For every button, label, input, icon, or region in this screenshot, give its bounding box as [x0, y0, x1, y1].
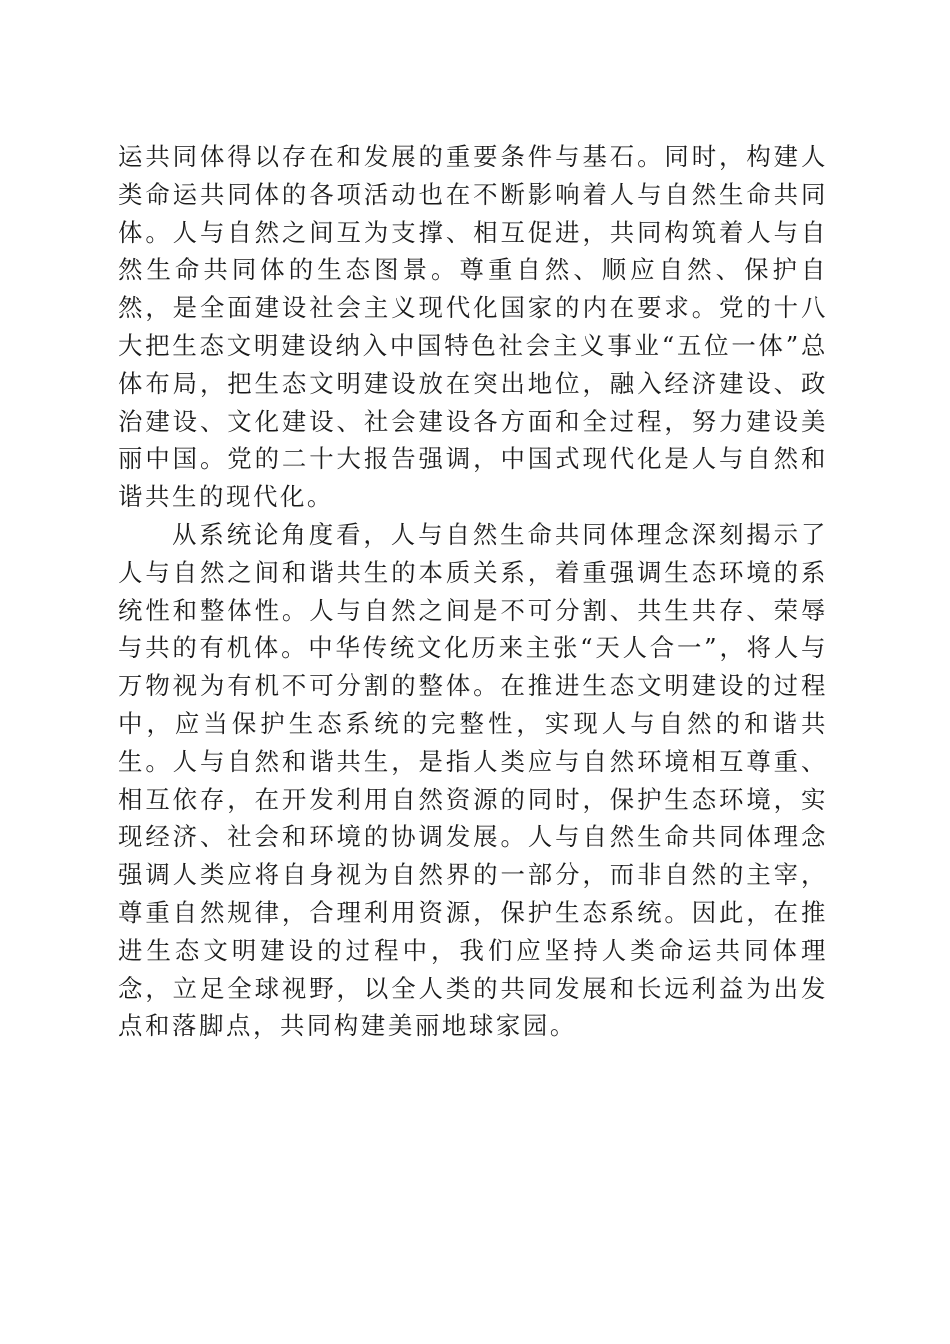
paragraph-systems-theory: 从系统论角度看，人与自然生命共同体理念深刻揭示了人与自然之间和谐共生的本质关系，着重强调生态环境的系统性和整体性。人与自然之间是不可分割、共生共存、荣辱与共的有机体。中华传统文化历来主张“天人合一”，将人与万物视为有机不可分割的整体。在推进生态文明建设的过程中，应当保护生态系统的完整性，实现人与自然的和谐共生。人与自然和谐共生，是指人类应与自然环境相互尊重、相互依存，在开发利用自然资源的同时，保护生态环境，实现经济、社会和环境的协调发展。人与自然生命共同体理念强调人类应将自身视为自然界的一部分，而非自然的主宰，尊重自然规律，合理利用资源，保护生态系统。因此，在推进生态文明建设的过程中，我们应坚持人类命运共同体理念，立足全球视野，以全人类的共同发展和长远利益为出发点和落脚点，共同构建美丽地球家园。 — [118, 519, 828, 1041]
paragraph-continuation: 运共同体得以存在和发展的重要条件与基石。同时，构建人类命运共同体的各项活动也在不断影响着人与自然生命共同体。人与自然之间互为支撑、相互促进，共同构筑着人与自然生命共同体的生态图景。尊重自然、顺应自然、保护自然，是全面建设社会主义现代化国家的内在要求。党的十八大把生态文明建设纳入中国特色社会主义事业“五位一体”总体布局，把生态文明建设放在突出地位，融入经济建设、政治建设、文化建设、社会建设各方面和全过程，努力建设美丽中国。党的二十大报告强调，中国式现代化是人与自然和谐共生的现代化。 — [118, 142, 828, 512]
body-text — [118, 138, 828, 1045]
